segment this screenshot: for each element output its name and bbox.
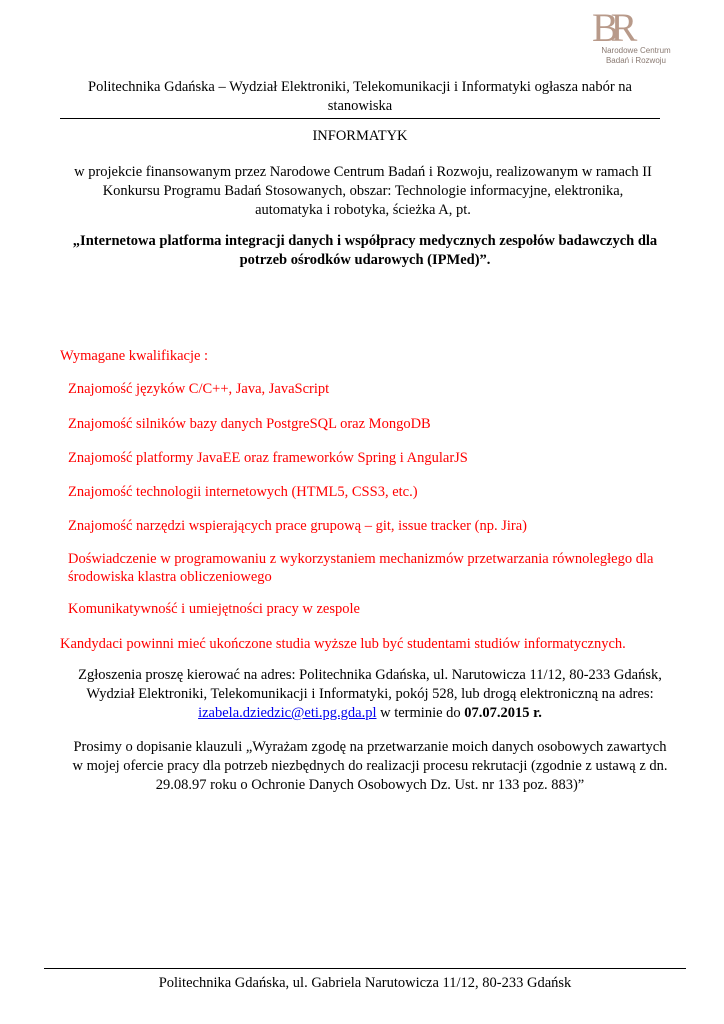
footer-address: Politechnika Gdańska, ul. Gabriela Narutowicza 11/12, 80-233 Gdańsk (158, 975, 572, 991)
project-description (68, 163, 658, 220)
header-line1: Politechnika Gdańska – Wydział Elektroniki, Telekomunikacji i Informatyki ogłasza nabór na (88, 79, 632, 95)
qualification-item: Znajomość platformy JavaEE oraz frameworków Spring i AngularJS (68, 450, 468, 466)
clause-line2: w mojej ofercie pracy dla potrzeb niezbędnych do realizacji procesu rekrutacji (zgodnie z ustawą z dn. (72, 758, 668, 774)
project-name-line2: potrzeb ośrodków udarowych (IPMed)”. (239, 252, 491, 268)
ncbr-logo-line1: Narodowe Centrum (601, 46, 671, 55)
qualification-item: Doświadczenie w programowaniu z wykorzystaniem mechanizmów przetwarzania równoległego dla (68, 551, 654, 567)
position-title: INFORMATYK (312, 128, 408, 144)
project-name (60, 232, 670, 270)
qualification-item: Komunikatywność i umiejętności pracy w zespole (68, 601, 360, 617)
ncbr-logo (586, 5, 686, 68)
header-divider (60, 118, 660, 119)
qualification-item: Znajomość języków C/C++, Java, JavaScript (68, 381, 330, 397)
qualification-item: Znajomość silników bazy danych PostgreSQL oraz MongoDB (68, 416, 431, 432)
application-line2: Wydział Elektroniki, Telekomunikacji i Informatyki, pokój 528, lub drogą elektroniczną na adres: (86, 686, 654, 702)
ncbr-logo-line2: Badań i Rozwoju (605, 56, 667, 65)
qualification-item: Znajomość technologii internetowych (HTML5, CSS3, etc.) (68, 484, 418, 500)
project-line1: w projekcie finansowanym przez Narodowe Centrum Badań i Rozwoju, realizowanym w ramach II (74, 164, 652, 180)
application-line3 (50, 704, 690, 723)
email-link[interactable]: izabela.dziedzic@eti.pg.gda.pl (198, 705, 377, 721)
qualification-item: środowiska klastra obliczeniowego (68, 569, 272, 585)
application-line1: Zgłoszenia proszę kierować na adres: Politechnika Gdańska, ul. Narutowicza 11/12, 80-233 Gdańsk, (78, 667, 662, 683)
deadline-text: w terminie do (376, 705, 465, 721)
deadline-date: 07.07.2015 r. (464, 705, 542, 721)
header-line2: stanowiska (327, 98, 393, 114)
qualification-item: Znajomość narzędzi wspierających prace grupową – git, issue tracker (np. Jira) (68, 518, 527, 534)
project-name-line1: „Internetowa platforma integracji danych i współpracy medycznych zespołów badawczych dla (72, 233, 658, 249)
ncbr-logo-caption (588, 46, 684, 66)
consent-clause (50, 738, 690, 795)
qualifications-heading: Wymagane kwalifikacje : (60, 348, 209, 364)
project-line3: automatyka i robotyka, ścieżka A, pt. (255, 202, 471, 218)
application-instructions (50, 666, 690, 723)
announcement-header (60, 78, 660, 116)
clause-line3: 29.08.97 roku o Ochronie Danych Osobowych Dz. Ust. nr 133 poz. 883)” (155, 777, 585, 793)
ncbr-logo-glyph: BR (592, 5, 630, 50)
project-line2: Konkursu Programu Badań Stosowanych, obszar: Technologie informacyjne, elektronika, (102, 183, 624, 199)
clause-line1: Prosimy o dopisanie klauzuli „Wyrażam zgodę na przetwarzanie moich danych osobowych zawartych (73, 739, 667, 755)
candidate-requirement: Kandydaci powinni mieć ukończone studia wyższe lub być studentami studiów informatycznych. (60, 636, 626, 652)
footer-divider (44, 968, 686, 969)
